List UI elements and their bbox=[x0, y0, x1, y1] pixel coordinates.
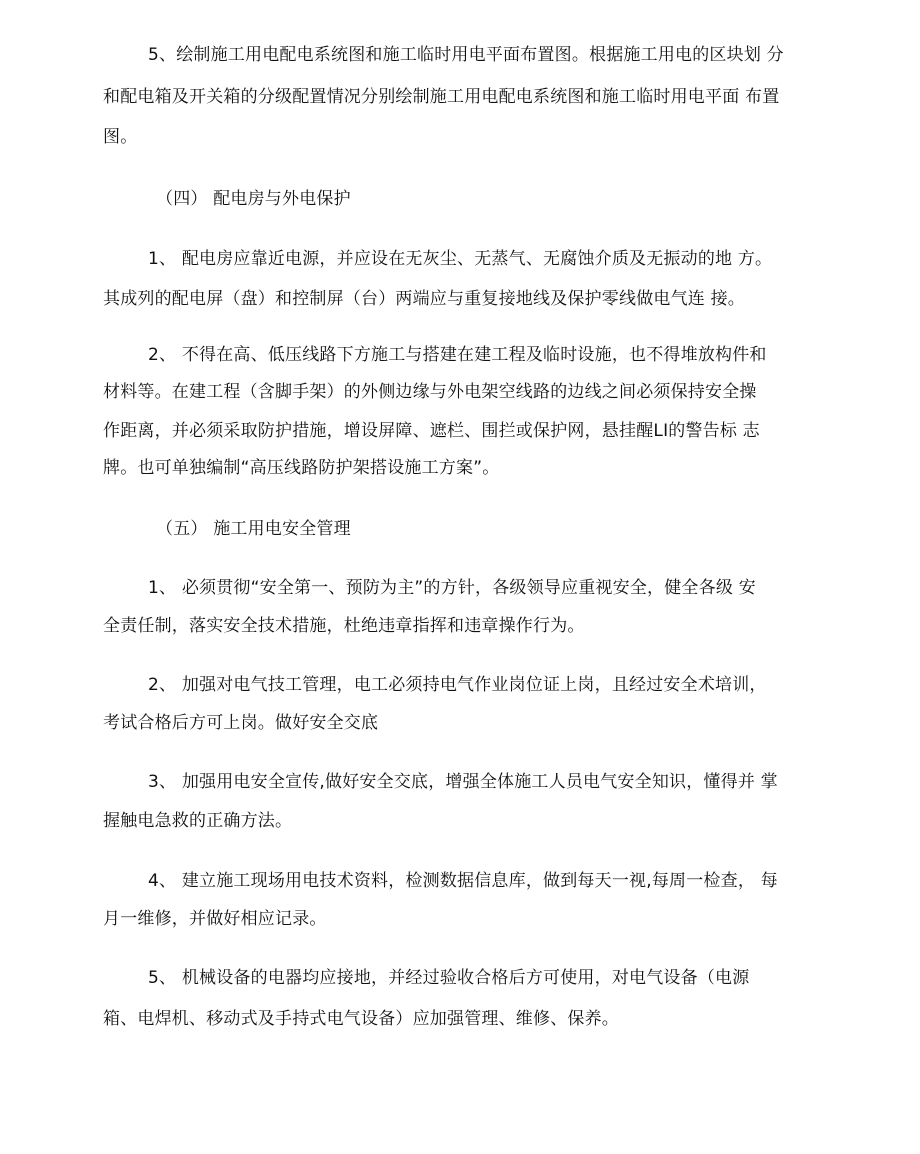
paragraph-line: 作距离，并必须采取防护措施，增设屏障、遮栏、围拦或保护网，悬挂醒LI的警告标 志 bbox=[103, 421, 760, 441]
paragraph-line: 1、 配电房应靠近电源，并应设在无灰尘、无蒸气、无腐蚀介质及无振动的地 方。 bbox=[148, 249, 773, 269]
paragraph-line: 2、 加强对电气技工管理，电工必须持电气作业岗位证上岗，且经过安全术培训， bbox=[148, 675, 767, 695]
paragraph-line: 考试合格后方可上岗。做好安全交底 bbox=[103, 713, 379, 733]
section-heading: （四） 配电房与外电保护 bbox=[156, 189, 351, 209]
paragraph-line: 3、 加强用电安全宣传,做好安全交底，增强全体施工人员电气安全知识，懂得并 掌 bbox=[148, 772, 778, 792]
paragraph-line: 和配电箱及开关箱的分级配置情况分别绘制施工用电配电系统图和施工临时用电平面 布置 bbox=[103, 87, 780, 107]
paragraph-line: 1、 必须贯彻“安全第一、预防为主”的方针，各级领导应重视安全，健全各级 安 bbox=[148, 578, 756, 598]
paragraph-line: 全责任制，落实安全技术措施，杜绝违章指挥和违章操作行为。 bbox=[103, 616, 585, 636]
paragraph-line: 4、 建立施工现场用电技术资料，检测数据信息库，做到每天一视,每周一检查， 每 bbox=[148, 871, 778, 891]
paragraph-line: 材料等。在建工程（含脚手架）的外侧边缘与外电架空线路的边线之间必须保持安全操 bbox=[103, 382, 757, 402]
paragraph-line: 握触电急救的正确方法。 bbox=[103, 811, 293, 831]
paragraph-line: 其成列的配电屏（盘）和控制屏（台）两端应与重复接地线及保护零线做电气连 接。 bbox=[103, 289, 746, 309]
paragraph-line: 5、 机械设备的电器均应接地，并经过验收合格后方可使用，对电气设备（电源 bbox=[148, 968, 750, 988]
paragraph-line: 牌。也可单独编制“高压线路防护架搭设施工方案”。 bbox=[103, 458, 500, 478]
section-heading: （五） 施工用电安全管理 bbox=[156, 519, 351, 539]
paragraph-line: 2、 不得在高、低压线路下方施工与搭建在建工程及临时设施，也不得堆放构件和 bbox=[148, 345, 767, 365]
paragraph-line: 5、绘制施工用电配电系统图和施工临时用电平面布置图。根据施工用电的区块划 分 bbox=[148, 45, 784, 65]
paragraph-line: 箱、电焊机、移动式及手持式电气设备）应加强管理、维修、保养。 bbox=[103, 1009, 619, 1029]
paragraph-line: 图。 bbox=[103, 127, 138, 147]
paragraph-line: 月一维修，并做好相应记录。 bbox=[103, 909, 327, 929]
